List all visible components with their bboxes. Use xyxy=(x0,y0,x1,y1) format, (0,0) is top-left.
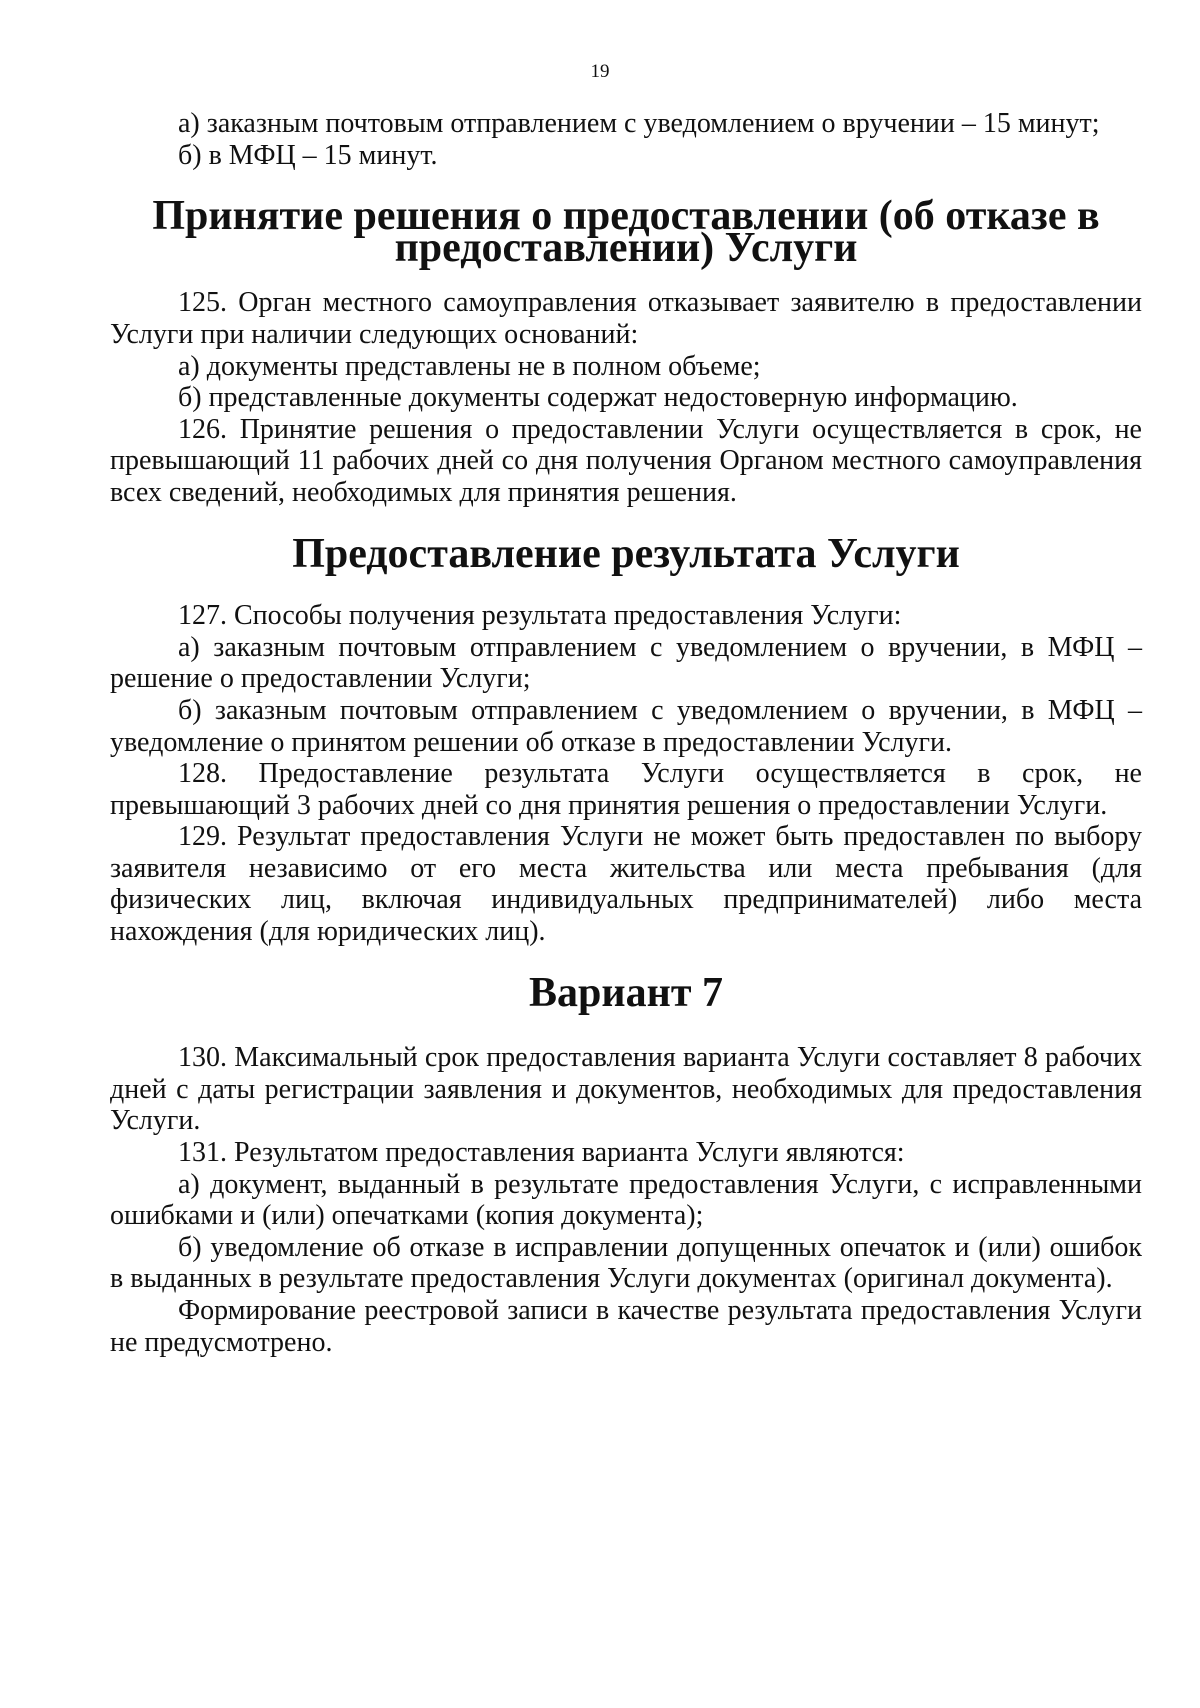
paragraph-125-a: а) документы представлены не в полном объеме; xyxy=(178,350,761,382)
section-heading-variant-7: Вариант 7 xyxy=(529,969,723,1016)
paragraph-127-a: а) заказным почтовым отправлением с уведомлением о вручении, в МФЦ – решение о предоставлении Услуги; xyxy=(110,631,1142,695)
paragraph-131-b: б) уведомление об отказе в исправлении допущенных опечаток и (или) ошибок в выданных в результате предоставления Услуги документах (оригинал документа). xyxy=(110,1231,1142,1295)
paragraph-129: 129. Результат предоставления Услуги не может быть предоставлен по выбору заявителя независимо от его места жительства или места пребывания (для физических лиц, включая индивидуальных предпринимателей) либо места нахождения (для юридических лиц). xyxy=(110,821,1142,948)
section-heading-decision: Принятие решения о предоставлении (об отказе в предоставлении) Услуги xyxy=(152,193,1100,271)
page-number: 19 xyxy=(590,61,610,82)
paragraph-128: 128. Предоставление результата Услуги осуществляется в срок, не превышающий 3 рабочих дней со дня принятия решения о предоставлении Услуги. xyxy=(110,758,1142,821)
section-heading-result: Предоставление результата Услуги xyxy=(292,530,960,577)
paragraph-125-b: б) представленные документы содержат недостоверную информацию. xyxy=(178,382,1018,414)
document-body xyxy=(110,108,1142,1358)
paragraph-131: 131. Результатом предоставления варианта Услуги являются: xyxy=(178,1137,905,1169)
paragraph-130: 130. Максимальный срок предоставления варианта Услуги составляет 8 рабочих дней с даты регистрации заявления и документов, необходимых для предоставления Услуги. xyxy=(110,1042,1142,1137)
paragraph-b-mfc-time: б) в МФЦ – 15 минут. xyxy=(178,139,438,171)
paragraph-126: 126. Принятие решения о предоставлении Услуги осуществляется в срок, не превышающий 11 рабочих дней со дня получения Органом местного самоуправления всех сведений, необходимых для принятия решения. xyxy=(110,413,1142,508)
paragraph-registry-note: Формирование реестровой записи в качестве результата предоставления Услуги не предусмотрено. xyxy=(110,1295,1142,1358)
paragraph-127-b: б) заказным почтовым отправлением с уведомлением о вручении, в МФЦ – уведомление о принятом решении об отказе в предоставлении Услуги. xyxy=(110,694,1142,758)
paragraph-125: 125. Орган местного самоуправления отказывает заявителю в предоставлении Услуги при наличии следующих оснований: xyxy=(110,287,1142,350)
paragraph-127: 127. Способы получения результата предоставления Услуги: xyxy=(178,600,902,632)
paragraph-a-mail-time: а) заказным почтовым отправлением с уведомлением о вручении – 15 минут; xyxy=(178,108,1100,139)
paragraph-131-a: а) документ, выданный в результате предоставления Услуги, с исправленными ошибками и (или) опечатками (копия документа); xyxy=(110,1168,1142,1232)
